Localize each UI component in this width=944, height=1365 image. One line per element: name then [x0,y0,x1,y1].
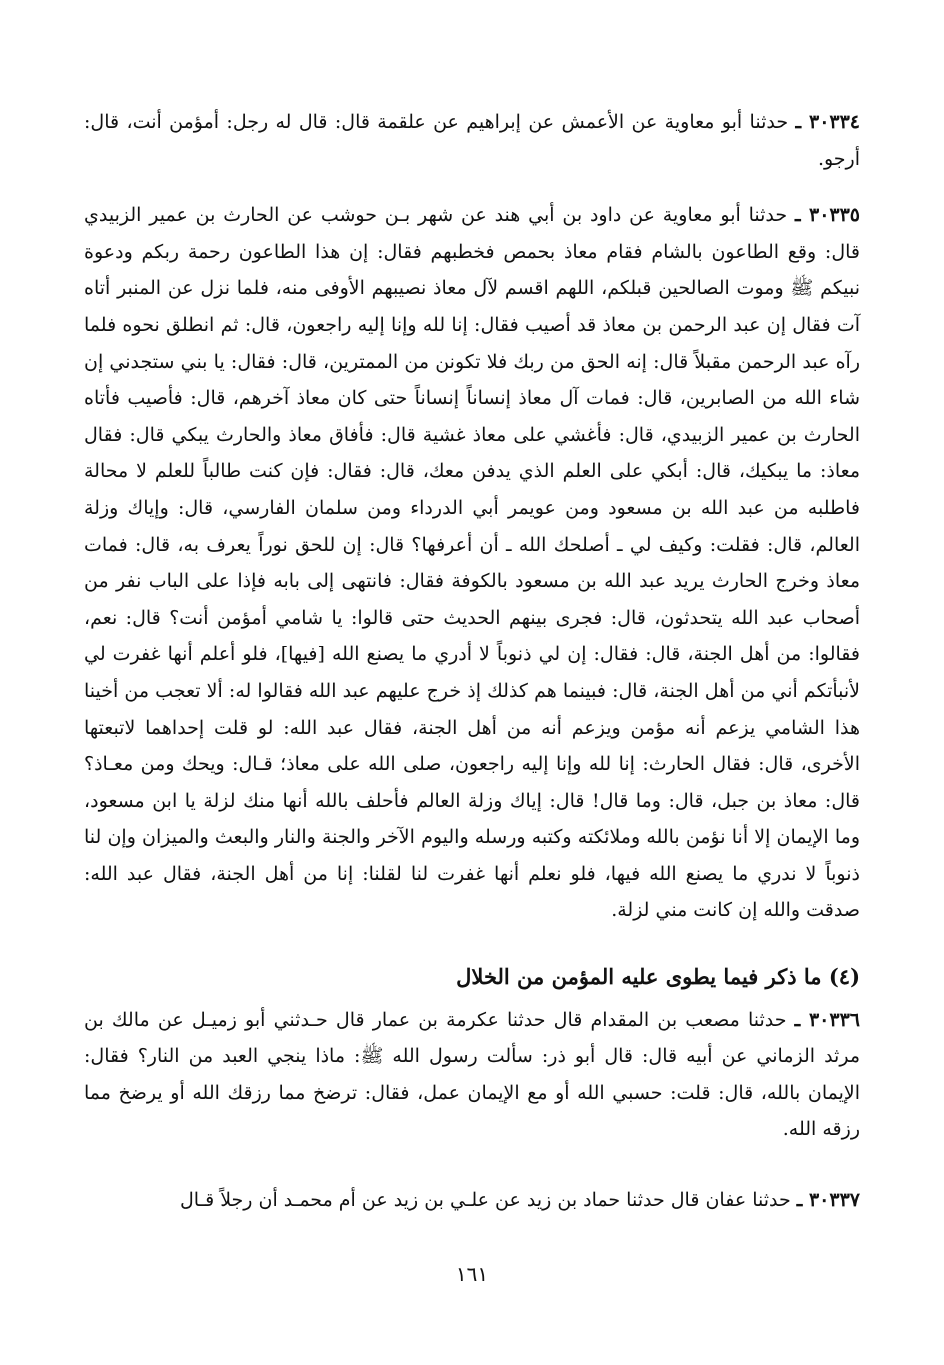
section-heading: (٤) ما ذكر فيما يطوى عليه المؤمن من الخلال [456,964,860,990]
hadith-text: حدثنا أبو معاوية عن الأعمش عن إبراهيم عن علقمة قال: قال له رجل: أمؤمن أنت، قال: أرجو. [84,111,860,170]
hadith-text: حدثنا عفان قال حدثنا حماد بن زيد عن علـي بن زيد عن أم محمـد أن رجلاً قـال [179,1189,791,1212]
body-text [84,104,860,1219]
hadith-text: حدثنا مصعب بن المقدام قال حدثنا عكرمة بن عمار قال حـدثني أبو زميـل عن مالك بن مرثد الزماني عن أبيه قال: قال أبو ذر: سألت رسول الله ﷺ: ماذا ينجي العبد من النار؟ فقال: الإيمان بالله، قال: قلت: حسبي الله أو مع الإيمان عمل، فقال: ترضخ مما رزقك الله أو يرضخ مما رزقه الله. [84,1008,860,1141]
hadith-30334 [84,104,860,177]
hadith-text: حدثنا أبو معاوية عن داود بن أبي هند عن شهر بـن حوشب عن الحارث بن عمير الزبيدي قال: وقع الطاعون بالشام فقام معاذ بحمص فخطبهم فقال: إن هذا الطاعون رحمة ربكم ودعوة نبيكم ﷺ وموت الصالحين قبلكم، اللهم اقسم لآل معاذ نصيبهم الأوفى منه، فلما نزل عن المنبر أتاه آت فقال إن عبد الرحمن بن معاذ قد أصيب فقال: إنا لله وإنا إليه راجعون، قال: ثم انطلق نحوه فلما رآه عبد الرحمن مقبلاً قال: إنه الحق من ربك فلا تكونن من الممترين، قال: فقال: يا بني ستجدني إن شاء الله من الصابرين، قال: فمات آل معاذ إنساناً إنساناً حتى كان معاذ آخرهم، قال: فأصيب فأتاه الحارث بن عمير الزبيدي، قال: فأغشي على معاذ غشية قال: فأفاق معاذ والحارث يبكي قال: فقال معاذ: ما يبكيك، قال: أبكي على العلم الذي يدفن معك، قال: فقال: فإن كنت طالباً للعلم لا محالة فاطلبه من عبد الله بن مسعود ومن عويمر أبي الدرداء ومن سلمان الفارسي، قال: وإياك وزلة العالم، قال: فقلت: وكيف لي ـ أصلحك الله ـ أن أعرفها؟ قال: إن للحق نوراً يعرف به، قال: فمات معاذ وخرج الحارث يريد عبد الله بن مسعود بالكوفة فقال: فانتهى إلى بابه فإذا على الباب نفر من أصحاب عبد الله يتحدثون، قال: فجرى بينهم الحديث حتى قالوا: يا شامي أمؤمن أنت؟ قال: نعم، فقالوا: من أهل الجنة، قال: فقال: إن لي ذنوباً لا أدري ما يصنع الله [فيها]، فلو أعلم أنها غفرت لي لأنبأتكم أني من أهل الجنة، قال: فبينما هم كذلك إذ خرج عليهم عبد الله فقالوا له: ألا تعجب من أخينا هذا الشامي يزعم أنه مؤمن ويزعم أنه من أهل الجنة، فقال عبد الله: لو قلت إحداهما لاتبعتها الأخرى، قال: فقال الحارث: إنا لله وإنا إليه راجعون، صلى الله على معاذ؛ قـال: ويحك ومن معـاذ؟ قال: معاذ بن جبل، قال: وما قال! قال: إياك وزلة العالم فأحلف بالله أنها منك لزلة يا ابن مسعود، وما الإيمان إلا أنا نؤمن بالله وملائكته وكتبه ورسله واليوم الآخر والجنة والنار والبعث والميزان وإن لنا ذنوباً لا ندري ما يصنع الله فيها، فلو نعلم أنها غفرت لنا لقلنا: إنا من أهل الجنة، فقال عبد الله: صدقت والله إن كانت مني لزلة. [84,204,860,922]
hadith-number: ٣٠٣٣٥ ـ [795,204,861,227]
hadith-number: ٣٠٣٣٦ ـ [794,1008,860,1031]
hadith-30335 [84,197,860,929]
hadith-number: ٣٠٣٣٤ ـ [795,111,861,133]
hadith-number: ٣٠٣٣٧ ـ [796,1189,860,1212]
hadith-30337 [84,1182,860,1219]
hadith-30336 [84,1002,860,1148]
page-number: ١٦١ [455,1262,489,1286]
